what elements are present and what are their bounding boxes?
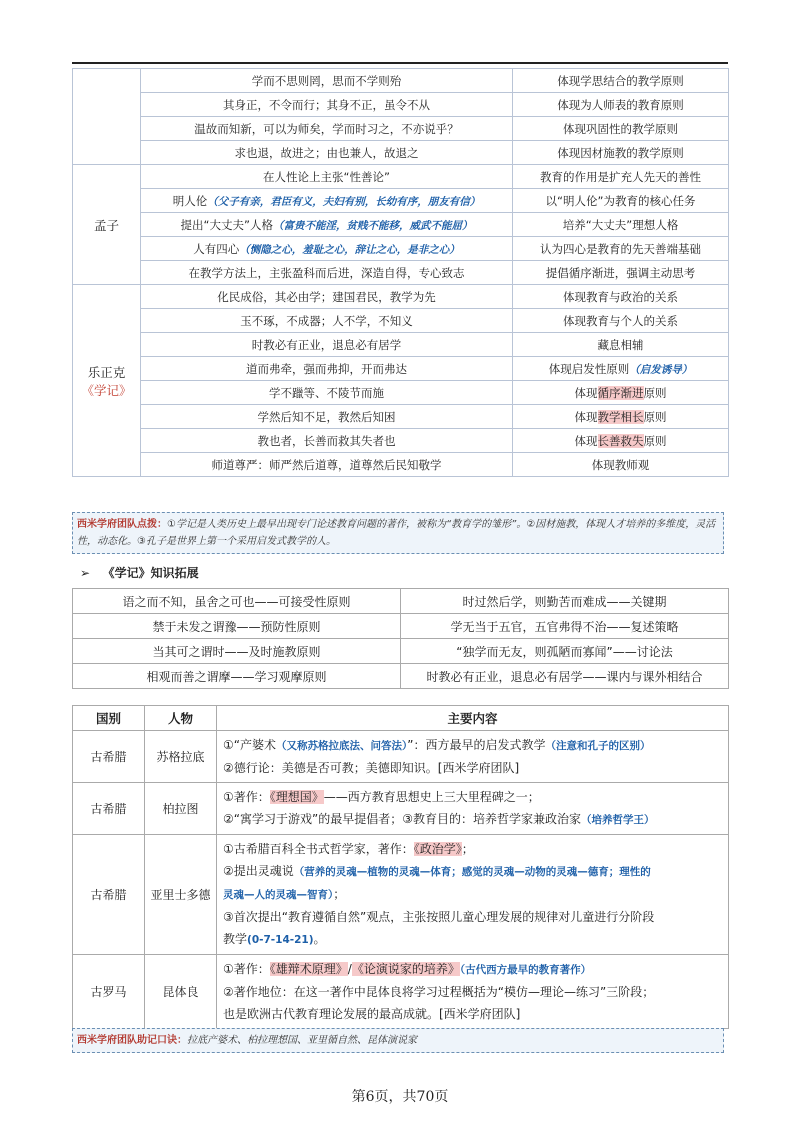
table-row [73, 213, 729, 237]
statement-cell: 学不躐等、不陵节而施 [141, 381, 513, 405]
statement-cell: 时教必有正业，退息必有居学 [141, 333, 513, 357]
statement-cell: 化民成俗，其必由学；建国君民，教学为先 [141, 285, 513, 309]
country-cell: 古希腊 [73, 731, 145, 783]
table-row [73, 955, 729, 1029]
principle-note: （启发诱导） [629, 363, 693, 376]
statement-cell [141, 237, 513, 261]
principle-post: 原则 [643, 433, 667, 448]
expansion-cell: 时过然后学，则勤苦而难成——关键期 [401, 589, 729, 614]
header-content: 主要内容 [217, 706, 729, 731]
content-segment: ①古希腊百科全书式哲学家，著作： [223, 842, 414, 856]
person-cell: 亚里士多德 [145, 835, 217, 955]
content-segment: （营养的灵魂—植物的灵魂—体育；感觉的灵魂—动物的灵魂—德育；理性的 [293, 866, 651, 878]
content-segment: 《理想国》 [269, 790, 324, 804]
content-cell [217, 783, 729, 835]
principle-cell: 提倡循序渐进，强调主动思考 [513, 261, 729, 285]
person-cell: 苏格拉底 [145, 731, 217, 783]
content-cell [217, 835, 729, 955]
statement-main: 人有四心 [193, 241, 240, 256]
table-row [73, 405, 729, 429]
tip-box-1 [72, 512, 724, 554]
content-segment: ——西方教育思想史上三大里程碑之一； [323, 790, 540, 804]
expansion-cell: 学无当于五官，五官弗得不治——复述策略 [401, 614, 729, 639]
person-name: 乐正克 [87, 364, 126, 380]
content-segment: ②著作地位：在这一著作中昆体良将学习过程概括为“模仿—理论—练习”三阶段； [223, 985, 655, 999]
table-row [73, 285, 729, 309]
principle-cell: 体现为人师表的教育原则 [513, 93, 729, 117]
person-cell: 柏拉图 [145, 783, 217, 835]
principle-cell: 以“明人伦”为教育的核心任务 [513, 189, 729, 213]
content-segment: （又称苏格拉底法、问答法） [275, 740, 408, 752]
content-line [223, 958, 722, 981]
principle-cell: 体现教师观 [513, 453, 729, 477]
expansion-cell: 当其可之谓时——及时施教原则 [73, 639, 401, 664]
statement-note: （父子有亲，君臣有义，夫妇有别，长幼有序，朋友有信） [207, 195, 481, 208]
content-segment: / [347, 962, 352, 976]
content-segment: ②“寓学习于游戏”的最早提倡者；③教育目的：培养哲学家兼政治家 [223, 812, 581, 826]
principle-highlight: 循序渐进 [597, 385, 644, 400]
content-line [223, 860, 722, 883]
principle-cell: 培养“大丈夫”理想人格 [513, 213, 729, 237]
tip-text: 拉底产婆术、柏拉理想国、亚里循自然、昆体演说家 [187, 1035, 417, 1046]
principle-cell: 体现巩固性的教学原则 [513, 117, 729, 141]
table-row [73, 664, 729, 689]
header-person: 人物 [145, 706, 217, 731]
content-segment: ； [461, 842, 474, 856]
content-line [223, 757, 722, 779]
principle-highlight: 教学相长 [597, 409, 644, 424]
statement-cell: 其身正，不令而行；其身不正，虽令不从 [141, 93, 513, 117]
content-segment: ”：西方最早的启发式教学 [407, 738, 546, 752]
principle-cell: 体现教育与政治的关系 [513, 285, 729, 309]
statement-main: 明人伦 [172, 193, 208, 208]
person-cell [73, 165, 141, 285]
western-educators-table [72, 705, 729, 1029]
xueji-expansion-table [72, 588, 729, 689]
content-cell [217, 955, 729, 1029]
table-row [73, 141, 729, 165]
table-row [73, 237, 729, 261]
principle-pre: 体现启发性原则 [548, 361, 630, 376]
table-row [73, 357, 729, 381]
content-segment: ②提出灵魂说 [223, 864, 294, 878]
statement-cell: 在人性论上主张“性善论” [141, 165, 513, 189]
content-line [223, 906, 722, 928]
content-segment: ①著作： [223, 962, 270, 976]
content-segment: ②德行论：美德是否可教；美德即知识。[西米学府团队] [223, 761, 520, 775]
person-cell: 昆体良 [145, 955, 217, 1029]
table-row [73, 261, 729, 285]
expansion-cell: 相观而善之谓摩——学习观摩原则 [73, 664, 401, 689]
principle-highlight: 长善救失 [597, 433, 644, 448]
content-line [223, 786, 722, 808]
table-row [73, 783, 729, 835]
principle-post: 原则 [643, 385, 667, 400]
tip-text: ①学记是人类历史上最早出现专门论述教育问题的著作，被称为“教育学的雏形”。②因材施教，体现人才培养的多维度，灵活性，动态化。③孔子是世界上第一个采用启发式教学的人。 [77, 519, 716, 547]
principle-pre: 体现 [574, 433, 598, 448]
principle-cell [513, 357, 729, 381]
content-segment: 。 [313, 932, 326, 946]
content-line [223, 981, 722, 1003]
statement-note: （恻隐之心，羞耻之心，辞让之心，是非之心） [239, 243, 460, 256]
section-title-text: 《学记》知识拓展 [102, 566, 199, 580]
content-segment: 教学 [223, 932, 248, 946]
content-line [223, 808, 722, 831]
thinkers-table [72, 68, 729, 477]
table-row [73, 453, 729, 477]
table-row [73, 165, 729, 189]
top-rule [72, 62, 728, 64]
tip-label: 西米学府团队点拨： [77, 519, 167, 530]
content-line [223, 883, 722, 906]
statement-cell [141, 213, 513, 237]
principle-cell: 体现教育与个人的关系 [513, 309, 729, 333]
principle-cell: 藏息相辅 [513, 333, 729, 357]
content-segment: 《论演说家的培养》 [351, 962, 460, 976]
country-cell: 古罗马 [73, 955, 145, 1029]
country-cell: 古希腊 [73, 783, 145, 835]
expansion-cell: 禁于未发之谓豫——预防性原则 [73, 614, 401, 639]
principle-cell: 体现因材施教的教学原则 [513, 141, 729, 165]
statement-cell: 学然后知不足，教然后知困 [141, 405, 513, 429]
content-segment: （注意和孔子的区别） [545, 740, 651, 752]
table-row [73, 639, 729, 664]
page-footer: 第6页，共70页 [351, 1089, 449, 1105]
statement-cell: 在教学方法上，主张盈科而后进，深造自得，专心致志 [141, 261, 513, 285]
content-segment: 也是欧洲古代教育理论发展的最高成就。[西米学府团队] [223, 1007, 521, 1021]
person-cell [73, 285, 141, 477]
principle-pre: 体现 [574, 385, 598, 400]
table-row [73, 333, 729, 357]
table-row [73, 309, 729, 333]
statement-cell: 师道尊严：师严然后道尊，道尊然后民知敬学 [141, 453, 513, 477]
content-segment: （培养哲学王） [580, 814, 655, 826]
content-segment: （古代西方最早的教育著作） [459, 964, 592, 976]
table-row [73, 614, 729, 639]
table-row [73, 589, 729, 614]
section-title: ➢ 《学记》知识拓展 [80, 566, 199, 580]
statement-note: （富贵不能淫，贫贱不能移，威武不能屈） [272, 219, 473, 232]
statement-cell: 教也者，长善而救其失者也 [141, 429, 513, 453]
content-segment: 灵魂—人的灵魂—智育） [223, 889, 334, 901]
table-row [73, 835, 729, 955]
table-row [73, 93, 729, 117]
content-segment: ； [333, 887, 346, 901]
table-row [73, 429, 729, 453]
expansion-cell: 时教必有正业，退息必有居学——课内与课外相结合 [401, 664, 729, 689]
content-segment: ③首次提出“教育遵循自然”观点，主张按照儿童心理发展的规律对儿童进行分阶段 [223, 910, 655, 924]
tip-box-2 [72, 1028, 724, 1053]
principle-pre: 体现 [574, 409, 598, 424]
statement-cell: 求也退，故进之；由也兼人，故退之 [141, 141, 513, 165]
principle-cell [513, 429, 729, 453]
content-line [223, 838, 722, 860]
content-line [223, 734, 722, 757]
statement-cell [141, 189, 513, 213]
principle-cell [513, 405, 729, 429]
principle-post: 原则 [643, 409, 667, 424]
table-row [73, 381, 729, 405]
content-line [223, 1003, 722, 1025]
expansion-cell: “独学而无友，则孤陋而寡闻”——讨论法 [401, 639, 729, 664]
principle-cell: 教育的作用是扩充人先天的善性 [513, 165, 729, 189]
person-cell [73, 69, 141, 165]
content-segment: (0-7-14-21) [247, 934, 314, 946]
table-row [73, 117, 729, 141]
tip-label: 西米学府团队助记口诀： [77, 1035, 187, 1046]
statement-main: 提出“大丈夫”人格 [180, 217, 273, 232]
expansion-cell: 语之而不知，虽舍之可也——可接受性原则 [73, 589, 401, 614]
table-row [73, 69, 729, 93]
table-row [73, 189, 729, 213]
statement-cell: 道而弗牵，强而弗抑，开而弗达 [141, 357, 513, 381]
person-work: 《学记》 [81, 382, 132, 398]
header-country: 国别 [73, 706, 145, 731]
content-cell [217, 731, 729, 783]
content-segment: ①著作： [223, 790, 270, 804]
content-segment: 《政治学》 [413, 842, 462, 856]
country-cell: 古希腊 [73, 835, 145, 955]
person-name: 孟子 [93, 217, 119, 233]
content-line [223, 928, 722, 951]
content-segment: 《雄辩术原理》 [269, 962, 348, 976]
content-segment: ①“产婆术 [223, 738, 276, 752]
statement-cell: 玉不琢，不成器；人不学，不知义 [141, 309, 513, 333]
principle-cell: 体现学思结合的教学原则 [513, 69, 729, 93]
principle-cell: 认为四心是教育的先天善端基础 [513, 237, 729, 261]
table-row [73, 731, 729, 783]
statement-cell: 学而不思则罔，思而不学则殆 [141, 69, 513, 93]
statement-cell: 温故而知新，可以为师矣，学而时习之，不亦说乎？ [141, 117, 513, 141]
principle-cell [513, 381, 729, 405]
